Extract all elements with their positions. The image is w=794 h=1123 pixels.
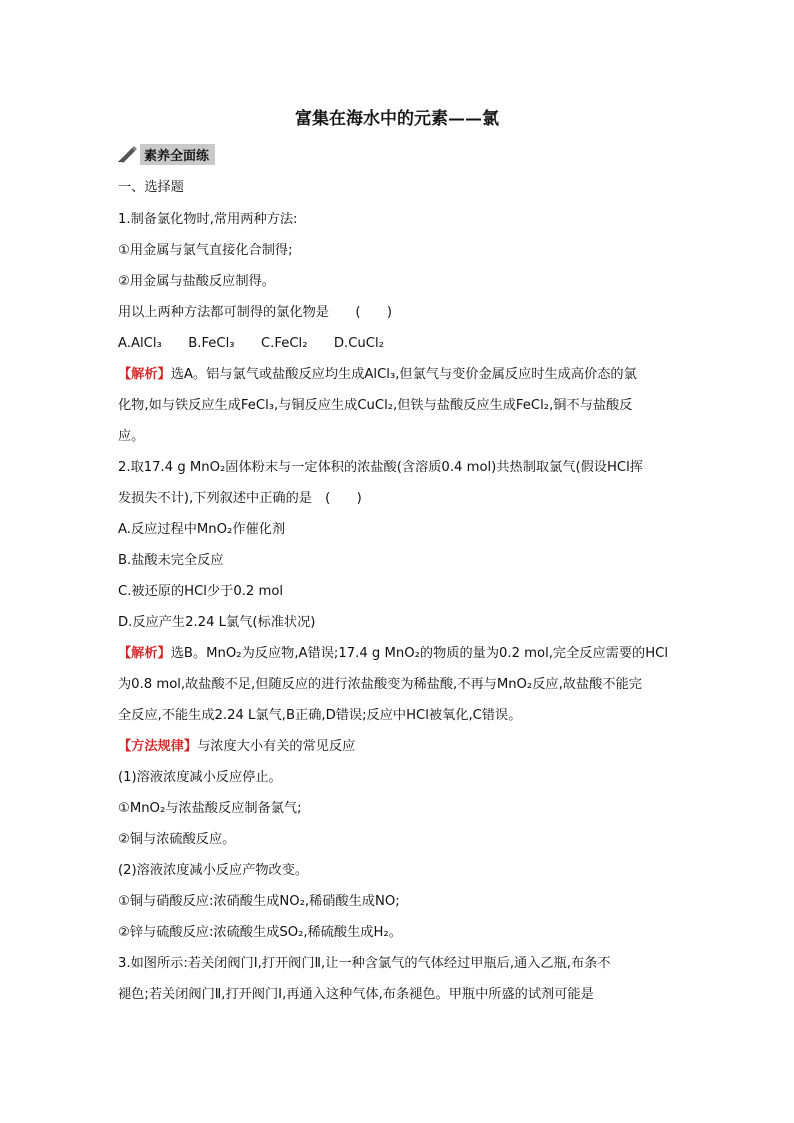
q1-analysis-label: 【解析】 bbox=[118, 367, 171, 382]
q1-stem: 1.制备氯化物时,常用两种方法: bbox=[118, 212, 298, 227]
section-tag bbox=[118, 144, 215, 164]
q2-stem-line2: 发损失不计),下列叙述中正确的是 ( ) bbox=[118, 491, 362, 506]
q1-analysis-line2: 化物,如与铁反应生成FeCl₃,与铜反应生成CuCl₂,但铁与盐酸反应生成FeCl₂,铜不与盐酸反 bbox=[118, 398, 633, 413]
section-heading: 一、选择题 bbox=[118, 180, 184, 195]
method-p1: (1)溶液浓度减小反应停止。 bbox=[118, 770, 282, 785]
q1-ask: 用以上两种方法都可制得的氯化物是 ( ) bbox=[118, 305, 393, 320]
q2-analysis-line2: 为0.8 mol,故盐酸不足,但随反应的进行浓盐酸变为稀盐酸,不再与MnO₂反应,故盐酸不能完 bbox=[118, 677, 642, 692]
method-label: 【方法规律】 bbox=[118, 739, 198, 754]
q3-line2: 褪色;若关闭阀门Ⅱ,打开阀门Ⅰ,再通入这种气体,布条褪色。甲瓶中所盛的试剂可能是 bbox=[118, 987, 594, 1002]
method-heading: 与浓度大小有关的常见反应 bbox=[197, 739, 356, 754]
q2-analysis-line1 bbox=[118, 646, 680, 662]
q3-line1: 3.如图所示:若关闭阀门Ⅰ,打开阀门Ⅱ,让一种含氯气的气体经过甲瓶后,通入乙瓶,布条不 bbox=[118, 956, 611, 971]
q1-method1: ①用金属与氯气直接化合制得; bbox=[118, 243, 293, 258]
q2-option-a: A.反应过程中MnO₂作催化剂 bbox=[118, 522, 286, 537]
q2-stem-line1: 2.取17.4 g MnO₂固体粉末与一定体积的浓盐酸(含溶质0.4 mol)共热制取氯气(假设HCl挥 bbox=[118, 460, 643, 475]
q2-option-d: D.反应产生2.24 L氯气(标准状况) bbox=[118, 615, 316, 630]
q1-analysis-text1: 选A。铝与氯气或盐酸反应均生成AlCl₃,但氯气与变价金属反应时生成高价态的氯 bbox=[170, 367, 637, 382]
q1-options: A.AlCl₃ B.FeCl₃ C.FeCl₂ D.CuCl₂ bbox=[118, 336, 384, 351]
pencil-icon bbox=[118, 145, 140, 163]
q2-option-b: B.盐酸未完全反应 bbox=[118, 553, 224, 568]
method-heading-line bbox=[118, 739, 680, 755]
method-p2: (2)溶液浓度减小反应产物改变。 bbox=[118, 863, 309, 878]
q2-option-c: C.被还原的HCl少于0.2 mol bbox=[118, 584, 284, 599]
q2-analysis-text1: 选B。MnO₂为反应物,A错误;17.4 g MnO₂的物质的量为0.2 mol,完全反应需要的HCl bbox=[170, 646, 669, 661]
q2-analysis-line3: 全反应,不能生成2.24 L氯气,B正确,D错误;反应中HCl被氧化,C错误。 bbox=[118, 708, 522, 723]
q1-method2: ②用金属与盐酸反应制得。 bbox=[118, 274, 275, 289]
method-p2b: ②锌与硫酸反应:浓硫酸生成SO₂,稀硫酸生成H₂。 bbox=[118, 925, 402, 940]
q1-analysis-line1 bbox=[118, 367, 680, 383]
method-p1b: ②铜与浓硫酸反应。 bbox=[118, 832, 236, 847]
page-title: 富集在海水中的元素——氯 bbox=[295, 109, 499, 129]
section-tag-label: 素养全面练 bbox=[140, 144, 215, 165]
method-p1a: ①MnO₂与浓盐酸反应制备氯气; bbox=[118, 801, 302, 816]
method-p2a: ①铜与硝酸反应:浓硝酸生成NO₂,稀硝酸生成NO; bbox=[118, 894, 400, 909]
q1-analysis-line3: 应。 bbox=[118, 429, 145, 444]
q2-analysis-label: 【解析】 bbox=[118, 646, 171, 661]
